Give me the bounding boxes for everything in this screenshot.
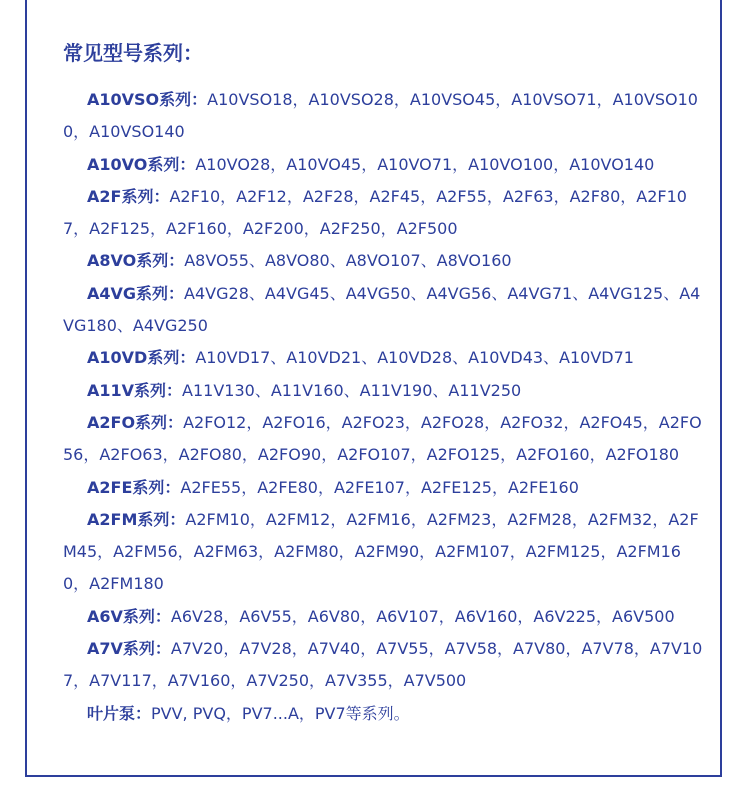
series-a2fo — [63, 407, 703, 472]
series-a7v — [63, 633, 703, 698]
series-label: A4VG系列： — [87, 283, 185, 303]
series-models: A10VSO18，A10VSO28，A10VSO45，A10VSO71，A10VSO100，A10VSO140 — [63, 90, 698, 142]
series-label: A8VO系列： — [87, 251, 185, 271]
series-models: A6V28，A6V55，A6V80，A6V107，A6V160，A6V225，A6V500 — [170, 606, 675, 626]
series-a10vso — [63, 84, 703, 149]
series-models: A10VD17、A10VD21、A10VD28、A10VD43、A10VD71 — [195, 348, 634, 368]
series-label: A6V系列： — [87, 606, 171, 626]
series-label: A10VD系列： — [87, 348, 196, 368]
series-vane-pump — [63, 698, 703, 730]
series-models: A10VO28，A10VO45，A10VO71，A10VO100，A10VO140 — [195, 154, 655, 174]
series-label: A2FM系列： — [87, 509, 186, 529]
series-models: A2F10，A2F12，A2F28，A2F45，A2F55，A2F63，A2F80，A2F107，A2F125，A2F160，A2F200，A2F250，A2F500 — [63, 186, 687, 239]
series-label: A10VO系列： — [87, 154, 196, 174]
series-a2fm — [63, 504, 703, 601]
series-label: A2F系列： — [87, 186, 170, 206]
series-label: A10VSO系列： — [87, 90, 208, 109]
model-list — [63, 38, 703, 730]
series-label: A2FE系列： — [87, 477, 181, 497]
series-a10vd — [63, 342, 703, 374]
page-title: 常见型号系列： — [63, 41, 203, 65]
series-models: A4VG28、A4VG45、A4VG50、A4VG56、A4VG71、A4VG125、A4VG180、A4VG250 — [63, 283, 701, 336]
series-a11v — [63, 375, 703, 407]
series-a4vg — [63, 278, 703, 343]
series-models: PVV, PVQ，PV7...A，PV7等系列。 — [151, 703, 410, 723]
series-models: A2FO12，A2FO16，A2FO23，A2FO28，A2FO32，A2FO45，A2FO56，A2FO63，A2FO80，A2FO90，A2FO107，A2FO125，A2FO160，A2FO180 — [63, 412, 702, 465]
content-frame — [25, 0, 722, 777]
series-a10vo — [63, 149, 703, 181]
series-models: A7V20，A7V28，A7V40，A7V55，A7V58，A7V80，A7V78，A7V107，A7V117，A7V160，A7V250，A7V355，A7V500 — [63, 639, 703, 691]
series-a8vo — [63, 245, 703, 277]
series-a2f — [63, 181, 703, 246]
series-models: A2FE55，A2FE80，A2FE107，A2FE125，A2FE160 — [180, 477, 579, 497]
series-models: A8VO55、A8VO80、A8VO107、A8VO160 — [184, 251, 512, 271]
series-models: A2FM10，A2FM12，A2FM16，A2FM23，A2FM28，A2FM32，A2FM45，A2FM56，A2FM63，A2FM80，A2FM90，A2FM107，A2FM125，A2FM160，A2FM180 — [63, 509, 699, 594]
series-models: A11V130、A11V160、A11V190、A11V250 — [182, 380, 522, 400]
series-a2fe — [63, 472, 703, 504]
series-a6v — [63, 601, 703, 633]
series-label: 叶片泵： — [87, 703, 152, 723]
series-label: A2FO系列： — [87, 412, 184, 432]
series-label: A7V系列： — [87, 639, 171, 659]
series-label: A11V系列： — [87, 380, 183, 400]
